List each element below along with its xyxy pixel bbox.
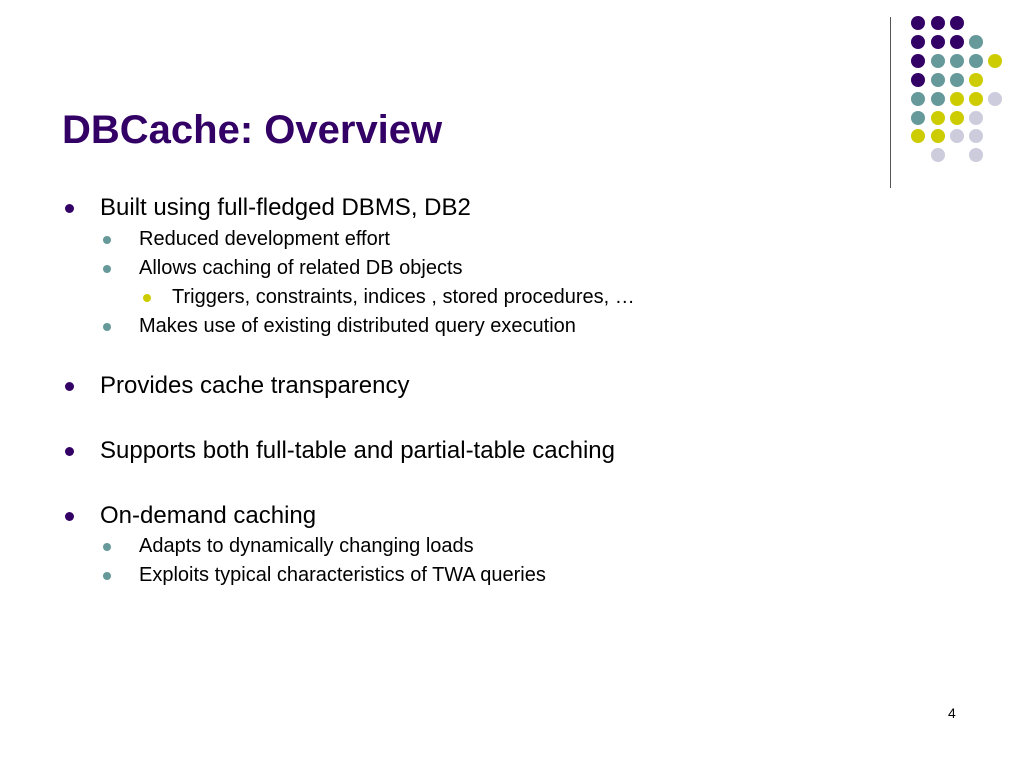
- bullet-item: [100, 372, 410, 400]
- decorative-dot: [969, 92, 983, 106]
- decorative-dot: [969, 54, 983, 68]
- decorative-dot: [988, 92, 1002, 106]
- bullet-item: [172, 285, 635, 309]
- decorative-dot: [950, 111, 964, 125]
- decorative-dot: [911, 73, 925, 87]
- decorative-dot: [950, 92, 964, 106]
- bullet-text: Adapts to dynamically changing loads: [139, 535, 474, 557]
- bullet-marker: [103, 323, 111, 331]
- bullet-item: [139, 563, 546, 587]
- decorative-dot: [969, 73, 983, 87]
- bullet-text: Built using full-fledged DBMS, DB2: [100, 194, 471, 221]
- decorative-dot: [911, 54, 925, 68]
- decorative-dot: [911, 16, 925, 30]
- bullet-text: Allows caching of related DB objects: [139, 257, 463, 279]
- bullet-item: [139, 314, 576, 338]
- decorative-dot: [950, 73, 964, 87]
- bullet-text: Exploits typical characteristics of TWA queries: [139, 564, 546, 586]
- decorative-dot: [931, 35, 945, 49]
- bullet-marker: [65, 204, 74, 213]
- bullet-item: [139, 256, 463, 280]
- bullet-text: Provides cache transparency: [100, 372, 410, 399]
- bullet-text: Supports both full-table and partial-table caching: [100, 437, 615, 464]
- decorative-dot: [931, 129, 945, 143]
- decorative-dot: [911, 92, 925, 106]
- bullet-text: On-demand caching: [100, 502, 317, 529]
- bullet-marker: [65, 447, 74, 456]
- decorative-dot: [931, 148, 945, 162]
- decorative-dot-grid: [0, 0, 1024, 170]
- decorative-dot: [931, 111, 945, 125]
- decorative-dot: [950, 129, 964, 143]
- decorative-dot: [931, 54, 945, 68]
- slide-title: DBCache: Overview: [62, 108, 443, 152]
- decorative-dot: [950, 54, 964, 68]
- decorative-dot: [931, 73, 945, 87]
- page-number: 4: [948, 705, 956, 721]
- bullet-item: [100, 437, 615, 465]
- decorative-dot: [988, 54, 1002, 68]
- decorative-dot: [911, 111, 925, 125]
- bullet-item: [100, 502, 316, 530]
- bullet-item: [139, 227, 390, 251]
- decorative-dot: [931, 92, 945, 106]
- bullet-marker: [103, 543, 111, 551]
- decorative-dot: [911, 129, 925, 143]
- decorative-dot: [911, 35, 925, 49]
- bullet-marker: [65, 512, 74, 521]
- bullet-text: Triggers, constraints, indices , stored procedures, …: [172, 286, 635, 308]
- bullet-marker: [143, 294, 151, 302]
- bullet-item: [139, 534, 474, 558]
- bullet-text: Reduced development effort: [139, 228, 390, 250]
- decorative-dot: [931, 16, 945, 30]
- decorative-dot: [969, 111, 983, 125]
- bullet-marker: [103, 265, 111, 273]
- decorative-dot: [969, 35, 983, 49]
- decorative-dot: [950, 35, 964, 49]
- bullet-marker: [103, 236, 111, 244]
- bullet-marker: [103, 572, 111, 580]
- decorative-dot: [969, 129, 983, 143]
- decorative-dot: [969, 148, 983, 162]
- bullet-marker: [65, 382, 74, 391]
- decorative-dot: [950, 16, 964, 30]
- bullet-text: Makes use of existing distributed query execution: [139, 315, 576, 337]
- bullet-item: [100, 194, 471, 222]
